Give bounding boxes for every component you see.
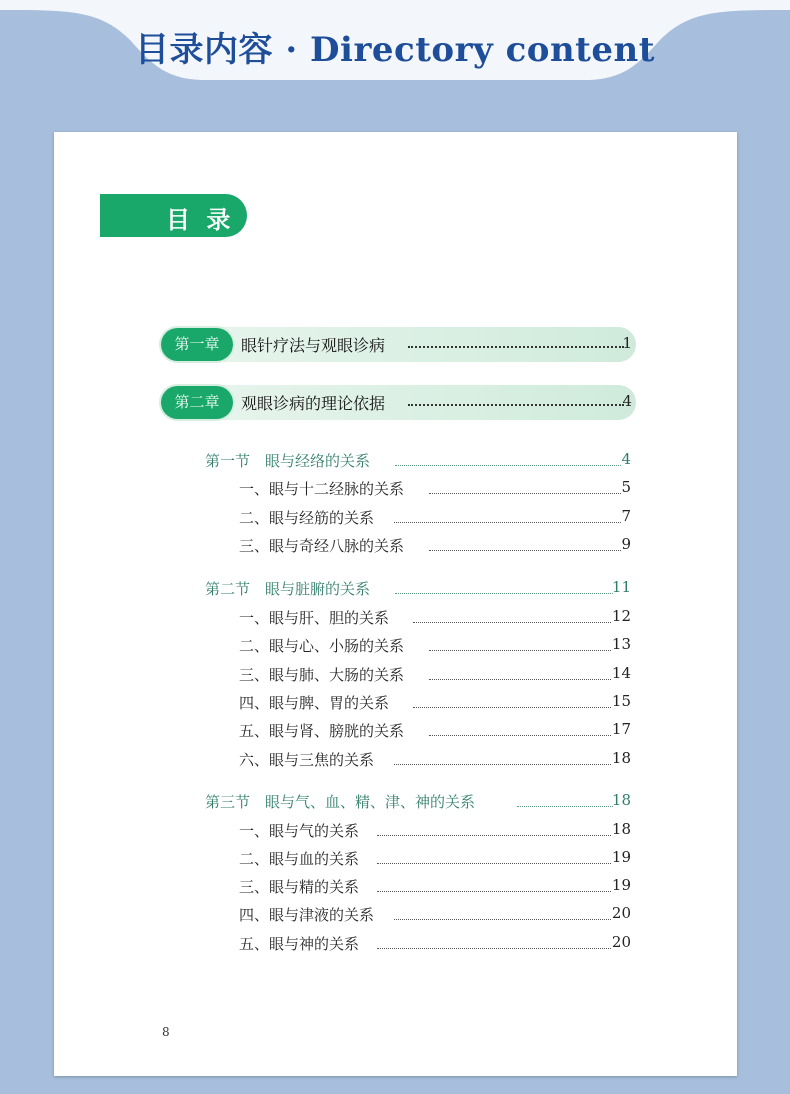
- item-title: 六、眼与三焦的关系: [239, 751, 375, 769]
- toc-heading-tab: [100, 194, 247, 237]
- leader-dots: [394, 522, 621, 523]
- leader-dots: [429, 735, 611, 736]
- item-title: 五、眼与神的关系: [239, 935, 360, 953]
- item-page: 20: [611, 933, 631, 951]
- item-page: 19: [611, 848, 631, 866]
- chapter-row[interactable]: [161, 385, 636, 420]
- leader-dots: [377, 948, 611, 949]
- section-page: 4: [621, 450, 631, 468]
- toc-item[interactable]: [239, 607, 631, 631]
- item-page: 9: [621, 535, 631, 553]
- leader-dots: [377, 891, 611, 892]
- item-title: 五、眼与肾、膀胱的关系: [239, 722, 405, 740]
- item-page: 18: [611, 820, 631, 838]
- leader-dots: [429, 493, 621, 494]
- section-page: 11: [611, 578, 631, 596]
- leader-dots: [429, 679, 611, 680]
- chapter-page: 4: [622, 392, 632, 410]
- item-title: 三、眼与精的关系: [239, 878, 360, 896]
- toc-item[interactable]: [239, 478, 631, 502]
- toc-item[interactable]: [239, 904, 631, 928]
- item-page: 13: [611, 635, 631, 653]
- banner-title: 目录内容 · Directory content: [135, 30, 655, 70]
- item-title: 三、眼与肺、大肠的关系: [239, 666, 405, 684]
- item-page: 15: [611, 692, 631, 710]
- toc-item[interactable]: [239, 692, 631, 716]
- leader-dots: [413, 707, 611, 708]
- item-title: 一、眼与肝、胆的关系: [239, 609, 390, 627]
- toc-item[interactable]: [239, 933, 631, 957]
- section-title: 第一节 眼与经络的关系: [205, 452, 371, 470]
- leader-dots: [377, 863, 611, 864]
- item-title: 一、眼与气的关系: [239, 822, 360, 840]
- item-title: 一、眼与十二经脉的关系: [239, 480, 405, 498]
- section-title: 第三节 眼与气、血、精、津、神的关系: [205, 793, 476, 811]
- item-page: 5: [621, 478, 631, 496]
- chapter-badge: 第一章: [161, 328, 233, 361]
- leader-dots: [394, 919, 611, 920]
- leader-dots: [429, 550, 621, 551]
- section-row[interactable]: [205, 578, 631, 602]
- leader-dots: [517, 806, 613, 807]
- item-title: 二、眼与经筋的关系: [239, 509, 375, 527]
- item-title: 二、眼与心、小肠的关系: [239, 637, 405, 655]
- item-page: 20: [611, 904, 631, 922]
- section-title: 第二节 眼与脏腑的关系: [205, 580, 371, 598]
- chapter-page: 1: [622, 334, 632, 352]
- item-title: 四、眼与津液的关系: [239, 906, 375, 924]
- leader-dots: [377, 835, 611, 836]
- leader-dots: [395, 593, 613, 594]
- top-banner: [0, 0, 790, 82]
- section-row[interactable]: [205, 791, 631, 815]
- toc-item[interactable]: [239, 535, 631, 559]
- item-page: 17: [611, 720, 631, 738]
- item-page: 12: [611, 607, 631, 625]
- item-page: 14: [611, 664, 631, 682]
- toc-item[interactable]: [239, 664, 631, 688]
- leader-dots: [408, 404, 624, 406]
- toc-item[interactable]: [239, 848, 631, 872]
- leader-dots: [413, 622, 611, 623]
- leader-dots: [395, 465, 621, 466]
- item-title: 三、眼与奇经八脉的关系: [239, 537, 405, 555]
- toc-item[interactable]: [239, 876, 631, 900]
- chapter-row[interactable]: [161, 327, 636, 362]
- toc-item[interactable]: [239, 749, 631, 773]
- item-title: 四、眼与脾、胃的关系: [239, 694, 390, 712]
- item-page: 18: [611, 749, 631, 767]
- toc-item[interactable]: [239, 820, 631, 844]
- chapter-badge: 第二章: [161, 386, 233, 419]
- item-page: 7: [621, 507, 631, 525]
- leader-dots: [408, 346, 624, 348]
- toc-item[interactable]: [239, 720, 631, 744]
- toc-item[interactable]: [239, 635, 631, 659]
- item-page: 19: [611, 876, 631, 894]
- toc-item[interactable]: [239, 507, 631, 531]
- section-row[interactable]: [205, 450, 631, 474]
- leader-dots: [394, 764, 611, 765]
- toc-page: [54, 132, 737, 1076]
- section-page: 18: [611, 791, 631, 809]
- page-number: 8: [162, 1025, 170, 1039]
- toc-heading: 目 录: [166, 206, 235, 234]
- chapter-title: 观眼诊病的理论依据: [241, 394, 386, 413]
- chapter-title: 眼针疗法与观眼诊病: [241, 336, 386, 355]
- leader-dots: [429, 650, 611, 651]
- item-title: 二、眼与血的关系: [239, 850, 360, 868]
